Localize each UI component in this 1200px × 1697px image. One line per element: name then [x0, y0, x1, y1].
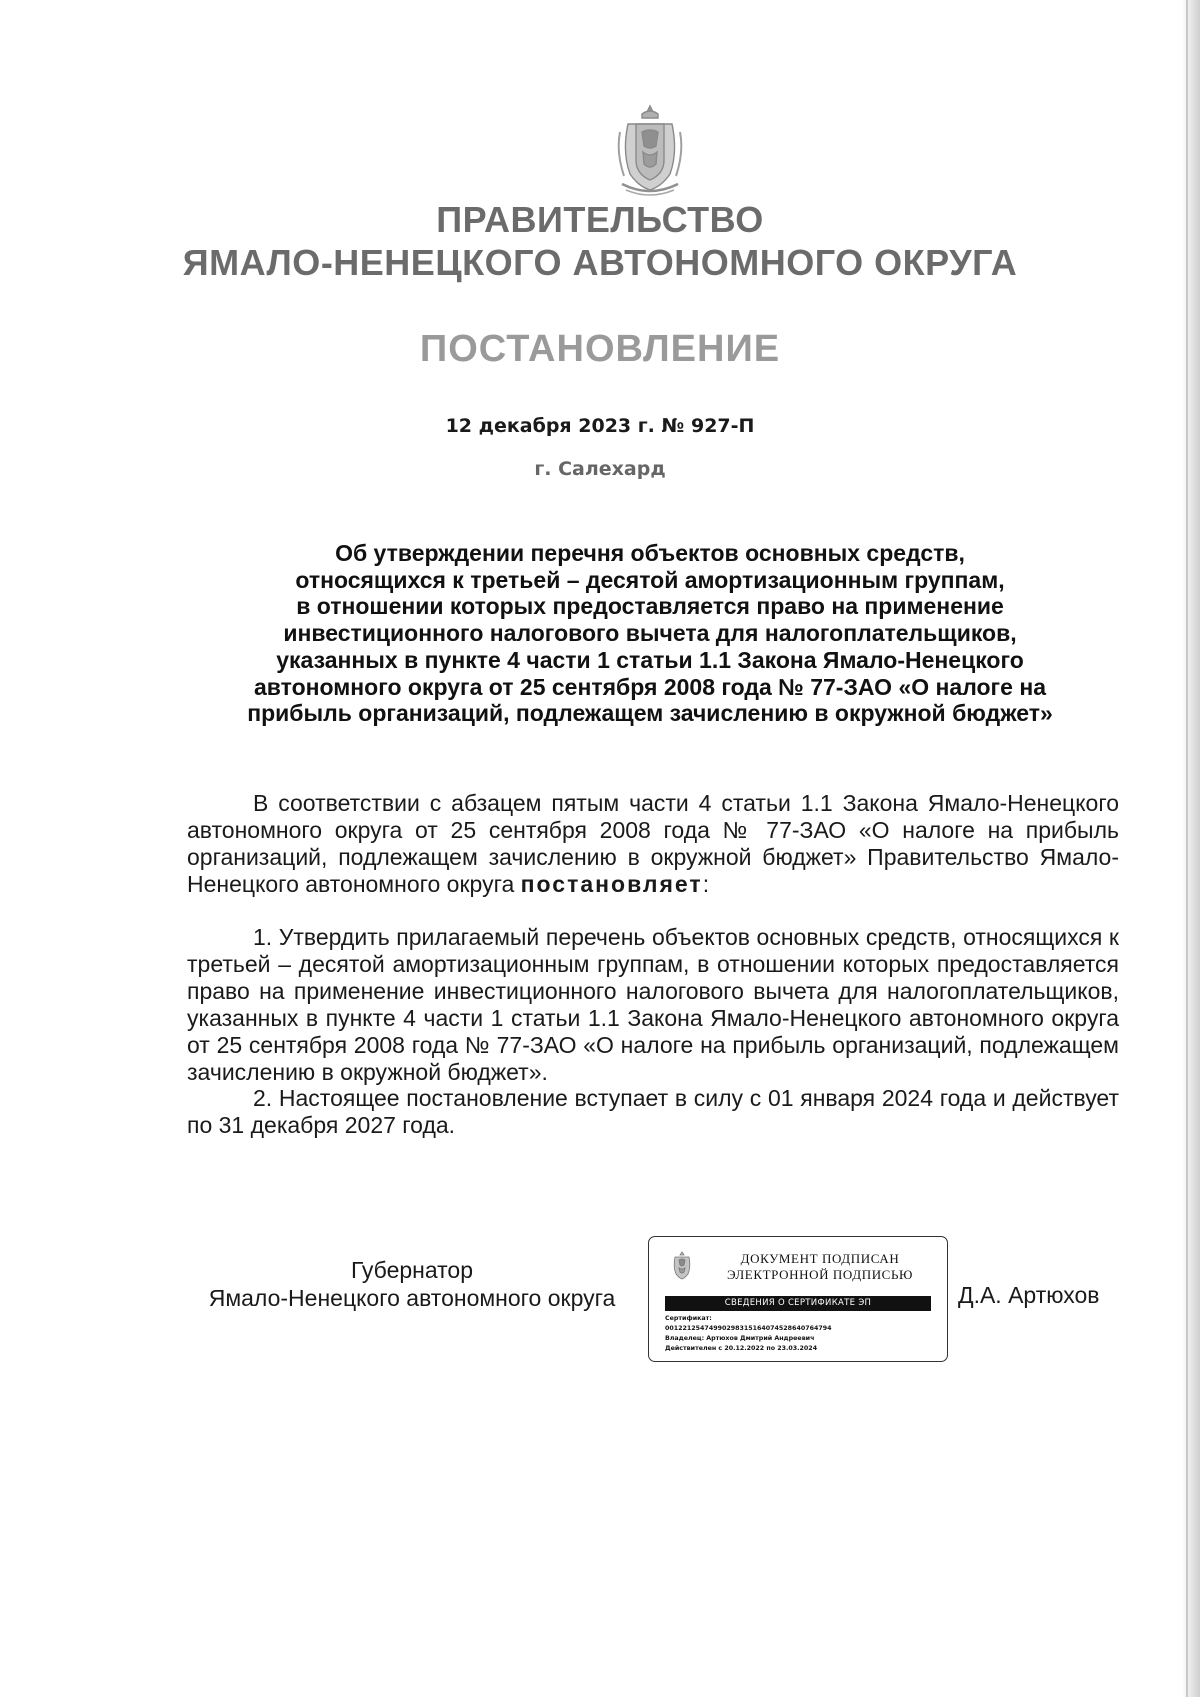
heading-line: указанных в пункте 4 части 1 статьи 1.1 Закона Ямало-Ненецкого	[276, 646, 1024, 673]
document-date-number: 12 декабря 2023 г. № 927-П	[445, 415, 755, 437]
resolution-items	[187, 924, 1119, 1139]
stamp-certificate-label: Сертификат:	[665, 1315, 712, 1322]
stamp-validity: Действителен с 20.12.2022 по 23.03.2024	[665, 1345, 818, 1352]
stamp-title	[705, 1251, 935, 1283]
preamble-text: В соответствии с абзацем пятым части 4 статьи 1.1 Закона Ямало-Ненецкого автономного округа от 25 сентября 2008 года № 77-ЗАО «О налоге на прибыль организаций, подлежащем зачислению в окружной бюджет» Правительство Ямало-Ненецкого автономного округа	[187, 790, 1119, 897]
stamp-owner: Владелец: Артюхов Дмитрий Андреевич	[665, 1335, 815, 1342]
resolution-item: 1. Утвердить прилагаемый перечень объектов основных средств, относящихся к третьей – десятой амортизационным группам, в отношении которых предоставляется право на применение инвестиционного налогового вычета для налогоплательщиков, указанных в пункте 4 части 1 статьи 1.1 Закона Ямало-Ненецкого автономного округа от 25 сентября 2008 года № 77-ЗАО «О налоге на прибыль организаций, подлежащем зачислению в окружной бюджет».	[187, 924, 1119, 1085]
resolution-item: 2. Настоящее постановление вступает в силу с 01 января 2024 года и действует по 31 декабря 2027 года.	[187, 1085, 1119, 1139]
stamp-certificate-details	[665, 1314, 937, 1354]
heading-line: инвестиционного налогового вычета для налогоплательщиков,	[283, 620, 1017, 647]
document-type: ПОСТАНОВЛЕНИЕ	[419, 328, 781, 370]
heading-line: в отношении которых предоставляется право на применение	[296, 593, 1004, 620]
heading-line: прибыль организаций, подлежащем зачислению в окружной бюджет»	[247, 700, 1053, 727]
stamp-emblem-icon	[671, 1251, 693, 1281]
signatory-title	[187, 1256, 637, 1312]
heading-line: Об утверждении перечня объектов основных средств,	[335, 540, 965, 566]
stamp-certificate-bar: СВЕДЕНИЯ О СЕРТИФИКАТЕ ЭП	[665, 1296, 931, 1311]
coat-of-arms-emblem	[612, 102, 688, 200]
document-city: г. Салехард	[534, 458, 666, 480]
stamp-title-line2: ЭЛЕКТРОННОЙ ПОДПИСЬЮ	[727, 1267, 913, 1282]
signatory-name: Д.А. Артюхов	[958, 1282, 1100, 1308]
signatory-title-line1: Губернатор	[350, 1257, 474, 1283]
electronic-signature-stamp	[648, 1236, 948, 1362]
stamp-title-line1: ДОКУМЕНТ ПОДПИСАН	[740, 1251, 900, 1266]
signatory-title-line2: Ямало-Ненецкого автономного округа	[208, 1285, 616, 1311]
heading-line: относящихся к третьей – десятой амортизационным группам,	[295, 566, 1005, 593]
org-name-line2: ЯМАЛО-НЕНЕЦКОГО АВТОНОМНОГО ОКРУГА	[182, 242, 1018, 283]
stamp-certificate-number: 00122125474990298315164074528640764794	[665, 1325, 832, 1332]
resolves-word: постановляет	[520, 870, 703, 897]
preamble-paragraph	[187, 790, 1119, 898]
preamble-colon: :	[702, 870, 710, 897]
document-heading	[190, 540, 1110, 727]
org-name-line1: ПРАВИТЕЛЬСТВО	[436, 199, 764, 240]
heading-line: автономного округа от 25 сентября 2008 года № 77-ЗАО «О налоге на	[253, 673, 1047, 700]
